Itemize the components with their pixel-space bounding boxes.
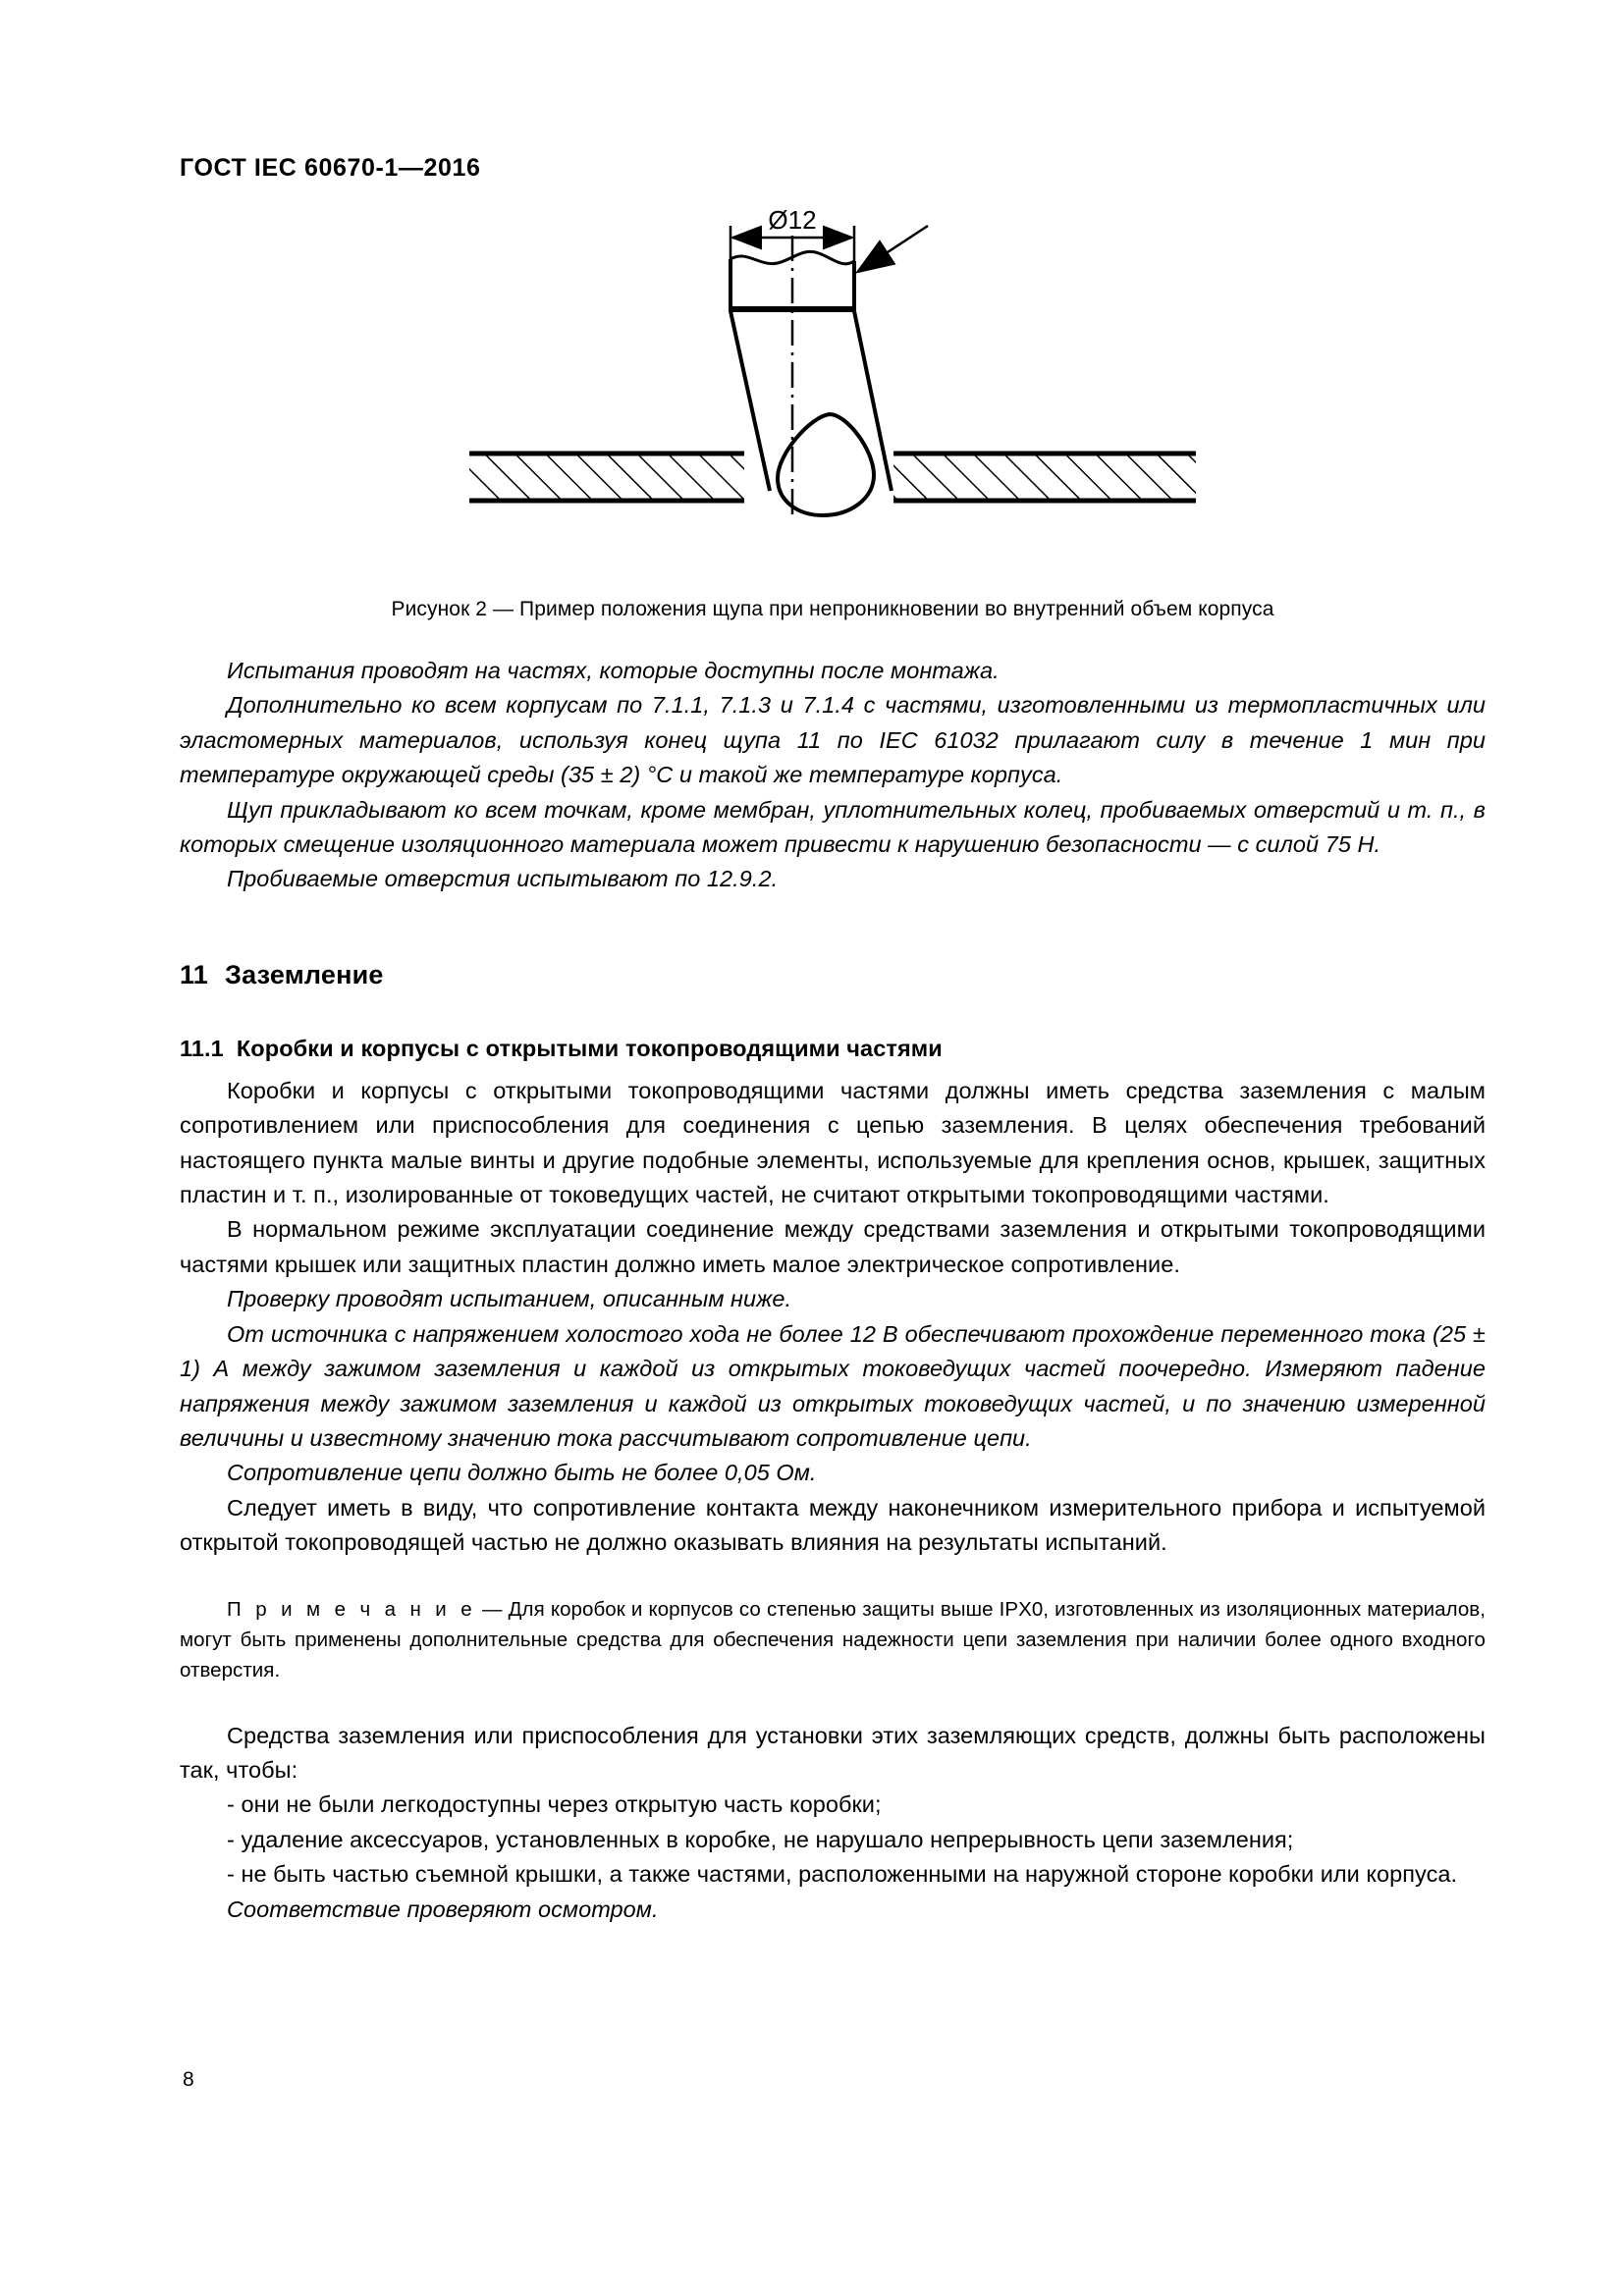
subsection-title: Коробки и корпусы с открытыми токопроводящими частями <box>236 1035 943 1061</box>
subsection-heading-11-1 <box>180 1036 1486 1062</box>
document-body <box>180 654 1486 1927</box>
paragraph-tests-on-parts: Испытания проводят на частях, которые доступны после монтажа. <box>227 658 1000 683</box>
paragraph-additional-enclosures: Дополнительно ко всем корпусам по 7.1.1, 7.1.3 и 7.1.4 с частями, изготовленными из термопластичных или эластомерных материалов, используя конец щупа 11 по IEC 61032 прилагают силу в течение 1 мин при температуре окружающей среды (35 ± 2) °С и такой же температуре корпуса. <box>180 692 1486 788</box>
page-number: 8 <box>183 2068 194 2091</box>
paragraph-verification-statement: Проверку проводят испытанием, описанным ниже. <box>227 1286 792 1312</box>
figure-caption: Рисунок 2 — Пример положения щупа при непроникновении во внутренний объем корпуса <box>391 598 1274 620</box>
probe-body <box>729 251 892 491</box>
document-standard-header: ГОСТ IEC 60670-1—2016 <box>180 154 481 182</box>
probe-diagram-svg <box>440 196 1225 584</box>
subsection-number: 11.1 <box>180 1035 224 1061</box>
wall-hatching <box>469 454 1196 501</box>
paragraph-contact-resistance-caution: Следует иметь в виду, что сопротивление контакта между наконечником измерительного прибора и испытуемой открытой токопроводящей частью не должно оказывать влияния на результаты испытаний. <box>180 1494 1486 1556</box>
figure-2 <box>180 196 1486 621</box>
paragraph-probe-application: Щуп прикладывают ко всем точкам, кроме мембран, уплотнительных колец, пробиваемых отверстий и т. п., в которых смещение изоляционного материала может привести к нарушению безопасности — с силой 75 Н. <box>180 796 1486 858</box>
leader-arrow <box>859 226 928 271</box>
paragraph-test-current-procedure: От источника с напряжением холостого хода не более 12 В обеспечивают прохождение переменного тока (25 ± 1) А между зажимом заземления и каждой из открытых токоведущих частей поочередно. Измеряют падение напряжения между зажимом заземления и каждой из открытых токоведущих частей, и по значению измеренной величины и известному значению тока рассчитывают сопротивление цепи. <box>180 1320 1486 1451</box>
section-title: Заземление <box>224 959 384 989</box>
list-item-1: - они не были легкодоступны через открытую часть коробки; <box>227 1791 882 1818</box>
section-heading-11 <box>180 960 1486 990</box>
section-number: 11 <box>180 959 208 989</box>
paragraph-earthing-placement-lead: Средства заземления или приспособления для установки этих заземляющих средств, должны быть расположены так, чтобы: <box>180 1722 1486 1783</box>
note-text: — Для коробок и корпусов со степенью защиты выше IPX0, изготовленных из изоляционных материалов, могут быть применены дополнительные средства для обеспечения надежности цепи заземления при наличии более одного входного отверстия. <box>180 1597 1486 1682</box>
paragraph-compliance-check: Соответствие проверяют осмотром. <box>227 1896 659 1922</box>
paragraph-resistance-limit: Сопротивление цепи должно быть не более 0,05 Ом. <box>227 1460 817 1486</box>
list-item-3: - не быть частью съемной крышки, а также частями, расположенными на наружной стороне коробки или корпуса. <box>227 1861 1458 1888</box>
paragraph-knockouts: Пробиваемые отверстия испытывают по 12.9.2. <box>227 866 779 892</box>
note-paragraph <box>180 1594 1486 1685</box>
paragraph-normal-use-connection: В нормальном режиме эксплуатации соединение между средствами заземления и открытыми токопроводящими частями крышек или защитных пластин должно иметь малое электрическое сопротивление. <box>180 1216 1486 1277</box>
dimension-label: Ø12 <box>768 205 817 235</box>
note-label: П р и м е ч а н и е <box>227 1597 476 1621</box>
paragraph-earthing-means: Коробки и корпусы с открытыми токопроводящими частями должны иметь средства заземления с малым сопротивлением или приспособления для соединения с цепью заземления. В целях обеспечения требований настоящего пункта малые винты и другие подобные элементы, используемые для крепления основ, крышек, защитных пластин и т. п., изолированные от токоведущих частей, не считают открытыми токопроводящими частями. <box>180 1077 1486 1208</box>
list-item-2: - удаление аксессуаров, установленных в коробке, не нарушало непрерывность цепи заземления; <box>227 1826 1294 1852</box>
